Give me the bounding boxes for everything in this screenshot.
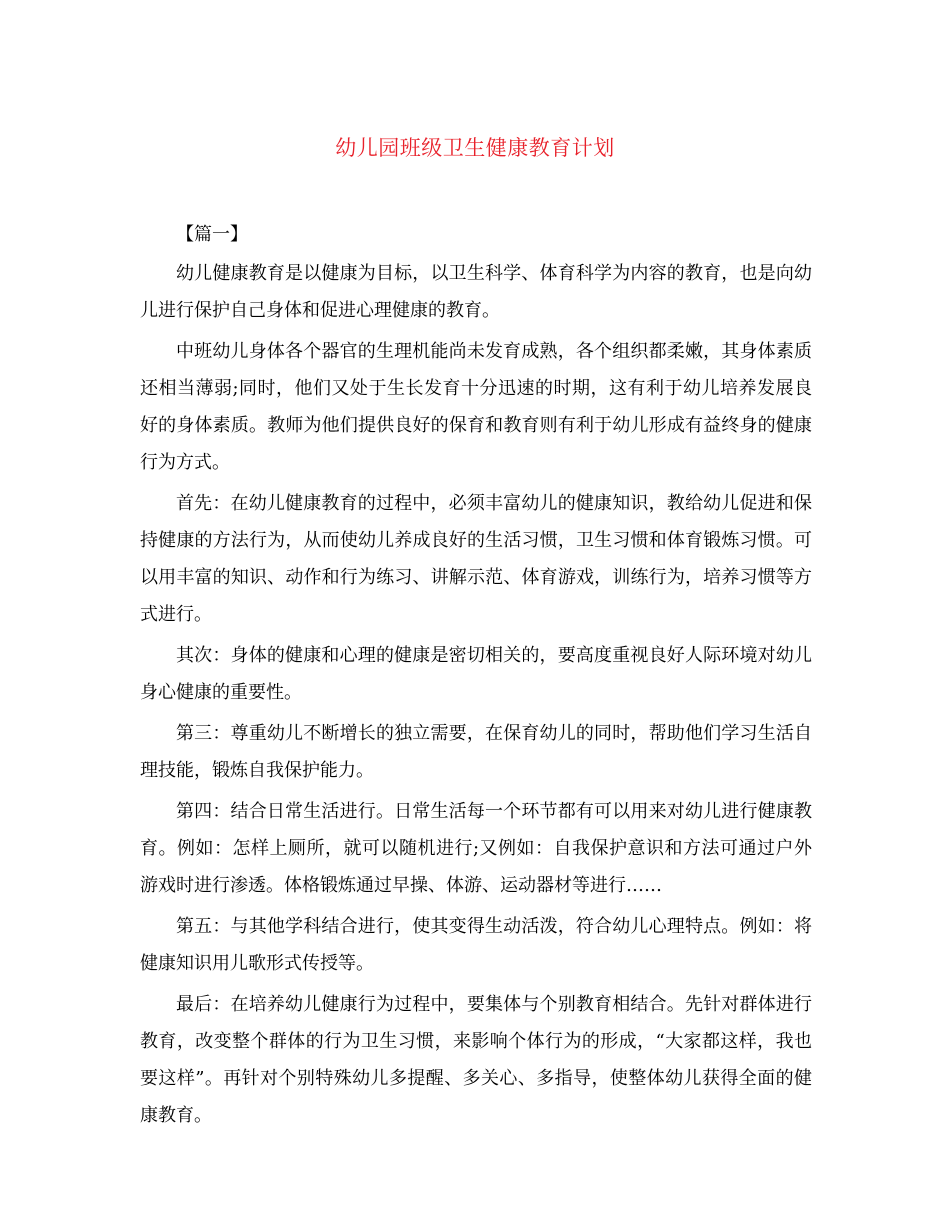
- paragraph-third: 第三：尊重幼儿不断增长的独立需要，在保育幼儿的同时，帮助他们学习生活自理技能，锻炼自我保护能力。: [140, 723, 812, 781]
- paragraph-fourth: 第四：结合日常生活进行。日常生活每一个环节都有可以用来对幼儿进行健康教育。例如：怎样上厕所，就可以随机进行;又例如：自我保护意识和方法可通过户外游戏时进行渗透。体格锻炼通过早操、体游、运动器材等进行……: [140, 801, 812, 896]
- document-title: 幼儿园班级卫生健康教育计划: [335, 136, 615, 160]
- paragraph-second: 其次：身体的健康和心理的健康是密切相关的，要高度重视良好人际环境对幼儿身心健康的重要性。: [140, 645, 812, 703]
- paragraph-last: 最后：在培养幼儿健康行为过程中，要集体与个别教育相结合。先针对群体进行教育，改变整个群体的行为卫生习惯，来影响个体行为的形成，“大家都这样，我也要这样”。再针对个别特殊幼儿多提醒、多关心、多指导，使整体幼儿获得全面的健康教育。: [140, 994, 812, 1126]
- paragraph-physique: 中班幼儿身体各个器官的生理机能尚未发育成熟，各个组织都柔嫩，其身体素质还相当薄弱;同时，他们又处于生长发育十分迅速的时期，这有利于幼儿培养发展良好的身体素质。教师为他们提供良好的保育和教育则有利于幼儿形成有益终身的健康行为方式。: [140, 341, 812, 473]
- document-body: [140, 218, 812, 1138]
- paragraph-fifth: 第五：与其他学科结合进行，使其变得生动活泼，符合幼儿心理特点。例如：将健康知识用儿歌形式传授等。: [140, 916, 812, 974]
- paragraph-first: 首先：在幼儿健康教育的过程中，必须丰富幼儿的健康知识，教给幼儿促进和保持健康的方法行为，从而使幼儿养成良好的生活习惯，卫生习惯和体育锻炼习惯。可以用丰富的知识、动作和行为练习、讲解示范、体育游戏，训练行为，培养习惯等方式进行。: [140, 493, 812, 625]
- section-label: 【篇一】: [176, 224, 248, 245]
- paragraph-intro: 幼儿健康教育是以健康为目标，以卫生科学、体育科学为内容的教育，也是向幼儿进行保护自己身体和促进心理健康的教育。: [140, 263, 812, 321]
